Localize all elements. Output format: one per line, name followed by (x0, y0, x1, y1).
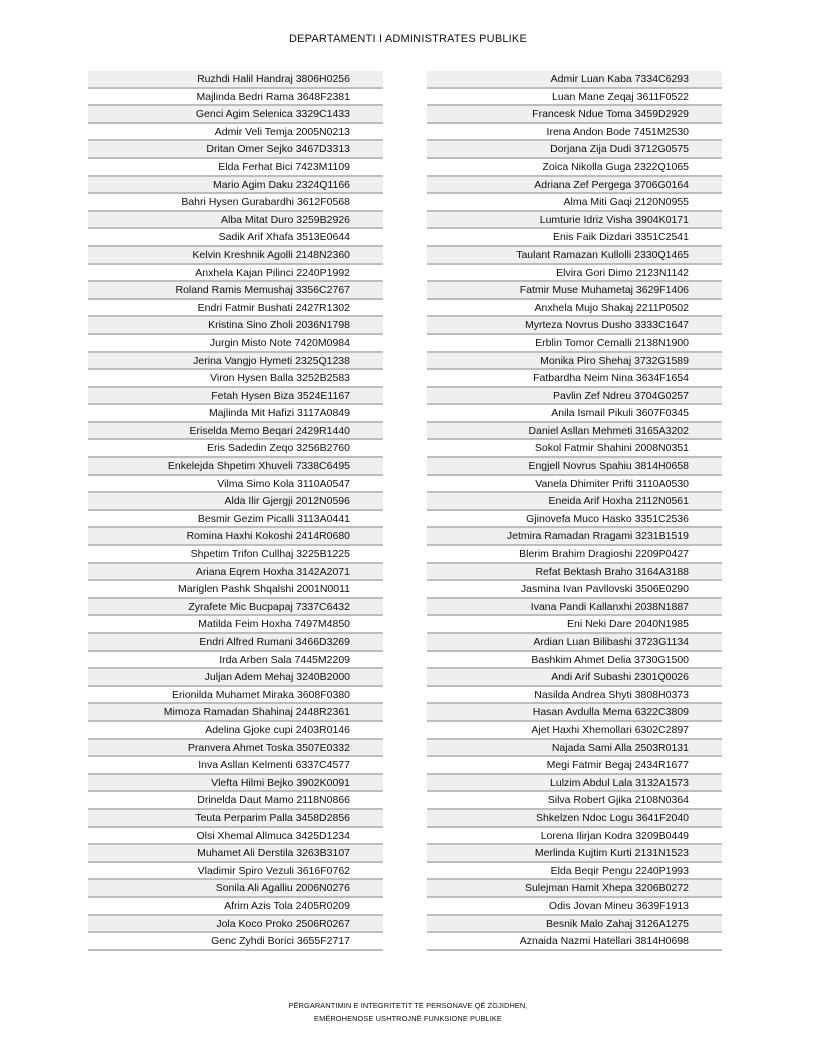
list-item: Enkelejda Shpetim Xhuveli 7338C6495 (88, 458, 383, 476)
list-item: Najada Sami Alla 2503R0131 (427, 740, 722, 758)
list-item: Lorena Ilirjan Kodra 3209B0449 (427, 828, 722, 846)
list-item: Fatbardha Neim Nina 3634F1654 (427, 370, 722, 388)
list-item: Myrteza Novrus Dusho 3333C1647 (427, 317, 722, 335)
list-item: Adriana Zef Pergega 3706G0164 (427, 177, 722, 195)
list-item: Enis Faik Dizdari 3351C2541 (427, 229, 722, 247)
list-item: Elda Beqir Pengu 2240P1993 (427, 863, 722, 881)
list-item: Besnik Malo Zahaj 3126A1275 (427, 916, 722, 934)
list-item: Daniel Asllan Mehmeti 3165A3202 (427, 423, 722, 441)
list-item: Genc Zyhdi Borici 3655F2717 (88, 933, 383, 951)
list-item: Majlinda Mit Hafizi 3117A0849 (88, 405, 383, 423)
list-item: Pavlin Zef Ndreu 3704G0257 (427, 388, 722, 406)
page-title: DEPARTAMENTI I ADMINISTRATES PUBLIKE (288, 33, 528, 45)
list-item: Muhamet Ali Derstila 3263B3107 (88, 845, 383, 863)
list-item: Besmir Gezim Picalli 3113A0441 (88, 511, 383, 529)
footer-line-1: PËRGARANTIMIN E INTEGRITETIT TË PERSONAVE QË ZGJIDHEN, (288, 1001, 528, 1010)
list-item: Fetah Hysen Biza 3524E1167 (88, 388, 383, 406)
list-item: Zyrafete Mic Bucpapaj 7337C6432 (88, 599, 383, 617)
list-item: Erblin Tomor Cemalli 2138N1900 (427, 335, 722, 353)
list-item: Anxhela Mujo Shakaj 2211P0502 (427, 300, 722, 318)
list-item: Romina Haxhi Kokoshi 2414R0680 (88, 528, 383, 546)
list-item: Kristina Sino Zholi 2036N1798 (88, 317, 383, 335)
list-item: Mimoza Ramadan Shahinaj 2448R2361 (88, 704, 383, 722)
list-item: Shpetim Trifon Cullhaj 3225B1225 (88, 546, 383, 564)
list-item: Anila Ismail Pikuli 3607F0345 (427, 405, 722, 423)
list-item: Pranvera Ahmet Toska 3507E0332 (88, 740, 383, 758)
list-item: Mariglen Pashk Shqalshi 2001N0011 (88, 581, 383, 599)
list-item: Viron Hysen Balla 3252B2583 (88, 370, 383, 388)
list-item: Elda Ferhat Bici 7423M1109 (88, 159, 383, 177)
list-item: Odis Jovan Mineu 3639F1913 (427, 898, 722, 916)
list-item: Eriselda Memo Beqari 2429R1440 (88, 423, 383, 441)
list-item: Vladimir Spiro Vezuli 3616F0762 (88, 863, 383, 881)
list-item: Alda Ilir Gjergji 2012N0596 (88, 493, 383, 511)
list-item: Merlinda Kujtim Kurti 2131N1523 (427, 845, 722, 863)
list-item: Ardian Luan Bilibashi 3723G1134 (427, 634, 722, 652)
list-item: Sadik Arif Xhafa 3513E0644 (88, 229, 383, 247)
list-item: Sokol Fatmir Shahini 2008N0351 (427, 440, 722, 458)
list-item: Adelina Gjoke cupi 2403R0146 (88, 722, 383, 740)
list-item: Eris Sadedin Zeqo 3256B2760 (88, 440, 383, 458)
list-item: Nasilda Andrea Shyti 3808H0373 (427, 687, 722, 705)
list-item: Bahri Hysen Gurabardhi 3612F0568 (88, 194, 383, 212)
page-footer (0, 999, 816, 1025)
list-item: Ajet Haxhi Xhemollari 6302C2897 (427, 722, 722, 740)
list-item: Silva Robert Gjika 2108N0364 (427, 792, 722, 810)
list-item: Blerim Brahim Dragioshi 2209P0427 (427, 546, 722, 564)
left-name-column (88, 71, 383, 951)
list-item: Alba Mitat Duro 3259B2926 (88, 212, 383, 230)
list-item: Andi Arif Subashi 2301Q0026 (427, 669, 722, 687)
list-item: Drinelda Daut Mamo 2118N0866 (88, 792, 383, 810)
list-item: Ariana Eqrem Hoxha 3142A2071 (88, 564, 383, 582)
list-item: Vilma Simo Kola 3110A0547 (88, 476, 383, 494)
list-item: Taulant Ramazan Kullolli 2330Q1465 (427, 247, 722, 265)
list-item: Matilda Feim Hoxha 7497M4850 (88, 616, 383, 634)
list-item: Jurgin Misto Note 7420M0984 (88, 335, 383, 353)
list-item: Teuta Perparim Palla 3458D2856 (88, 810, 383, 828)
list-item: Mario Agim Daku 2324Q1166 (88, 177, 383, 195)
list-item: Eneida Arif Hoxha 2112N0561 (427, 493, 722, 511)
list-item: Megi Fatmir Begaj 2434R1677 (427, 757, 722, 775)
list-item: Genci Agim Selenica 3329C1433 (88, 106, 383, 124)
list-item: Irda Arben Sala 7445M2209 (88, 652, 383, 670)
list-item: Irena Andon Bode 7451M2530 (427, 124, 722, 142)
list-item: Ivana Pandi Kallanxhi 2038N1887 (427, 599, 722, 617)
list-item: Shkelzen Ndoc Logu 3641F2040 (427, 810, 722, 828)
list-item: Aznaida Nazmi Hatellari 3814H0698 (427, 933, 722, 951)
list-item: Lulzim Abdul Lala 3132A1573 (427, 775, 722, 793)
list-item: Alma Miti Gaqi 2120N0955 (427, 194, 722, 212)
list-item: Zoica Nikolla Guga 2322Q1065 (427, 159, 722, 177)
list-item: Monika Piro Shehaj 3732G1589 (427, 353, 722, 371)
list-item: Erionilda Muhamet Miraka 3608F0380 (88, 687, 383, 705)
footer-line-2: EMËROHENOSE USHTROJNË FUNKSIONE PUBLIKE (314, 1014, 502, 1023)
list-item: Engjell Novrus Spahiu 3814H0658 (427, 458, 722, 476)
list-item: Inva Asllan Kelmenti 6337C4577 (88, 757, 383, 775)
list-item: Olsi Xhemal Allmuca 3425D1234 (88, 828, 383, 846)
list-item: Luan Mane Zeqaj 3611F0522 (427, 89, 722, 107)
list-item: Elvira Gori Dimo 2123N1142 (427, 265, 722, 283)
list-item: Lumturie Idriz Visha 3904K0171 (427, 212, 722, 230)
list-item: Eni Neki Dare 2040N1985 (427, 616, 722, 634)
list-item: Admir Veli Temja 2005N0213 (88, 124, 383, 142)
list-item: Endri Alfred Rumani 3466D3269 (88, 634, 383, 652)
list-item: Anxhela Kajan Pilinci 2240P1992 (88, 265, 383, 283)
list-item: Vanela Dhimiter Prifti 3110A0530 (427, 476, 722, 494)
list-item: Majlinda Bedri Rama 3648F2381 (88, 89, 383, 107)
list-item: Bashkim Ahmet Delia 3730G1500 (427, 652, 722, 670)
list-item: Gjinovefa Muco Hasko 3351C2536 (427, 511, 722, 529)
list-item: Jerina Vangjo Hymeti 2325Q1238 (88, 353, 383, 371)
list-item: Roland Ramis Memushaj 3356C2767 (88, 282, 383, 300)
list-item: Vlefta Hilmi Bejko 3902K0091 (88, 775, 383, 793)
right-name-column (427, 71, 722, 951)
list-item: Endri Fatmir Bushati 2427R1302 (88, 300, 383, 318)
list-item: Jetmira Ramadan Rragami 3231B1519 (427, 528, 722, 546)
list-item: Refat Bektash Braho 3164A3188 (427, 564, 722, 582)
list-item: Hasan Avdulla Mema 6322C3809 (427, 704, 722, 722)
list-item: Juljan Adem Mehaj 3240B2000 (88, 669, 383, 687)
list-item: Sulejman Hamit Xhepa 3206B0272 (427, 880, 722, 898)
list-item: Jola Koco Proko 2506R0267 (88, 916, 383, 934)
list-item: Fatmir Muse Muhametaj 3629F1406 (427, 282, 722, 300)
list-item: Ruzhdi Halil Handraj 3806H0256 (88, 71, 383, 89)
list-item: Dritan Omer Sejko 3467D3313 (88, 141, 383, 159)
list-item: Kelvin Kreshnik Agolli 2148N2360 (88, 247, 383, 265)
list-item: Jasmina Ivan Pavllovski 3506E0290 (427, 581, 722, 599)
list-item: Dorjana Zija Dudi 3712G0575 (427, 141, 722, 159)
list-item: Francesk Ndue Toma 3459D2929 (427, 106, 722, 124)
list-item: Sonila Ali Agalliu 2006N0276 (88, 880, 383, 898)
list-item: Afrim Azis Tola 2405R0209 (88, 898, 383, 916)
list-item: Admir Luan Kaba 7334C6293 (427, 71, 722, 89)
